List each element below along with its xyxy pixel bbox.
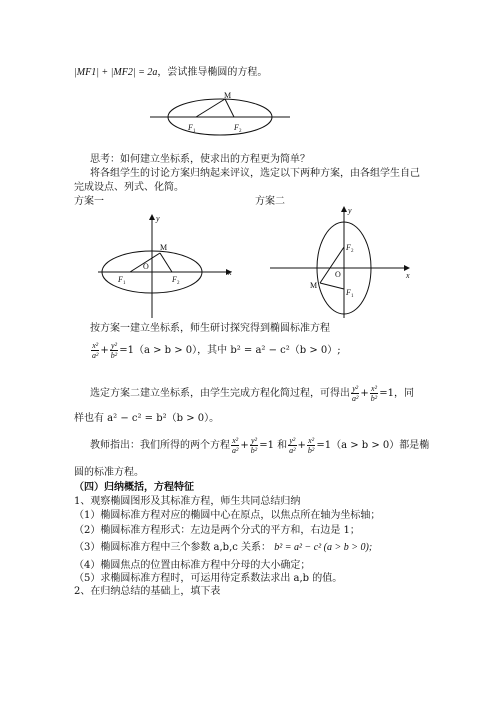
fig3-label-x: x — [406, 271, 410, 280]
para2-frac-y: $\frac{\text{y²}}{\text{a²}}$ — [352, 384, 359, 403]
intro-text: ，尝试推导椭圆的方程。 — [157, 67, 268, 78]
fig1-label-m: M — [224, 91, 232, 100]
fig3-label-f1: F — [346, 288, 351, 297]
fig1-label-f1: F — [188, 123, 193, 132]
fig1-label-f2: F — [234, 123, 239, 132]
fig3-label-m: M — [310, 281, 318, 290]
think-line-3: 完成设点、列式、化简。 — [74, 182, 184, 193]
para2-line-2: 样也有 a² − c² = b²（b > 0）。 — [74, 413, 220, 424]
fig2-y-arrow — [149, 214, 155, 220]
fig3-label-f2: F — [346, 243, 351, 252]
figure-plan-2 — [262, 200, 422, 322]
fig1-label-f2-sub: 2 — [239, 129, 242, 134]
intro-line — [74, 66, 267, 80]
think-line-1: 思考：如何建立坐标系，使求出的方程更为简单？ — [90, 154, 310, 165]
figure-plan-1 — [90, 210, 240, 322]
para2-line-1: 选定方案二建立坐标系，由学生完成方程化简过程，可得出 $\frac{\text{y²}}{\text{a²}}$ + $\frac{\text{x²}}{\text{b²}}$ =1，同 — [90, 384, 414, 403]
plan-1-label: 方案一 — [74, 196, 104, 207]
fig3-label-y: y — [348, 206, 352, 215]
fig3-segment-mf1 — [320, 283, 344, 289]
fig3-label-f1-sub: 1 — [351, 294, 354, 299]
list-item-5: （4）椭圆焦点的位置由标准方程中分母的大小确定； — [74, 560, 311, 571]
fig2-label-f2-sub: 2 — [177, 281, 180, 286]
figure-ellipse-foci — [150, 88, 290, 140]
list-item-2: （1）椭圆标准方程对应的椭圆中心在原点，以焦点所在轴为坐标轴； — [74, 510, 381, 521]
fig3-label-f2-sub: 2 — [351, 249, 354, 254]
para1-text: 按方案一建立坐标系，师生研讨探究得到椭圆标准方程 — [90, 323, 330, 334]
eq1-line: $\frac{\text{x²}}{\text{a²}}$ + $\frac{\text{y²}}{\text{b²}}$ =1（a > b > 0），其中 b² = a² − c²（b > 0）; — [92, 341, 341, 360]
fig3-label-o: O — [335, 270, 341, 279]
list-item-6: （5）求椭圆标准方程时，可运用待定系数法求出 a,b 的值。 — [74, 573, 343, 584]
list-item-3: （2）椭圆标准方程形式：左边是两个分式的平方和，右边是 1； — [74, 525, 360, 536]
para3-frac-1: $\frac{\text{x²}}{\text{a²}}$ — [232, 436, 239, 455]
fig2-label-m: M — [160, 243, 168, 252]
list-item-4: （3）椭圆标准方程中三个参数 a,b,c 关系： b² = a² − c² (a > b > 0); — [74, 542, 373, 553]
fig2-label-o: O — [143, 262, 149, 271]
fig2-label-f1: F — [118, 275, 123, 284]
fig1-segment-mf1 — [196, 99, 225, 117]
fig2-label-x: x — [228, 268, 232, 277]
section-heading: （四）归纳概括，方程特征 — [74, 482, 194, 493]
intro-formula: |MF1| + |MF2| = 2a — [74, 67, 158, 78]
para2-frac-x: $\frac{\text{x²}}{\text{b²}}$ — [370, 384, 378, 403]
eq1-tail: =1（a > b > 0），其中 b² = a² − c²（b > 0）; — [119, 345, 341, 356]
para3-frac-3: $\frac{\text{y²}}{\text{a²}}$ — [289, 436, 296, 455]
fig3-y-arrow — [341, 206, 347, 212]
para3-line-1: 教师指出：我们所得的两个方程 $\frac{\text{x²}}{\text{a²}}$ + $\frac{\text{y²}}{\text{b²}}$ =1 和 $\frac{\text{y²}}{\text{a²}}$ + $\frac{\text{x²}}{\text{b²}}$ =1（a > b > 0）都是椭 — [90, 436, 430, 455]
list-item-7: 2、在归纳总结的基础上，填下表 — [74, 586, 221, 597]
fig1-segment-mf2 — [225, 99, 234, 117]
plan-2-label: 方案二 — [255, 196, 285, 207]
fig2-label-y: y — [156, 214, 160, 223]
para3-line-2: 圆的标准方程。 — [74, 467, 144, 478]
para3-frac-2: $\frac{\text{y²}}{\text{b²}}$ — [250, 436, 258, 455]
fig2-label-f2: F — [172, 275, 177, 284]
para3-frac-4: $\frac{\text{x²}}{\text{b²}}$ — [307, 436, 315, 455]
think-line-2: 将各组学生的讨论方案归纳起来评议，选定以下两种方案，由各组学生自己 — [90, 168, 420, 179]
eq1-frac-y: $\frac{\text{y²}}{\text{b²}}$ — [110, 341, 118, 360]
list-item-1: 1、观察椭圆图形及其标准方程，师生共同总结归纳 — [74, 496, 301, 507]
fig2-label-f1-sub: 1 — [123, 281, 126, 286]
fig2-segment-mf2 — [160, 253, 172, 272]
eq1-frac-x: $\frac{\text{x²}}{\text{a²}}$ — [92, 341, 99, 360]
fig1-label-f1-sub: 1 — [193, 129, 196, 134]
list-item-4-formula: b² = a² − c² (a > b > 0); — [274, 542, 373, 553]
